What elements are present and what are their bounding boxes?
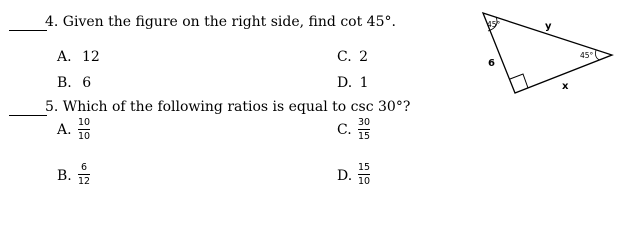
right-angle-arc [596,50,601,60]
q4-option-b-letter: B. [57,75,72,91]
answer-blank-q4[interactable] [9,30,47,31]
fraction-bar [78,129,90,130]
q4-option-d[interactable] [337,75,369,91]
q5-option-b-fraction[interactable] [78,163,90,187]
q5-option-c-fraction[interactable] [358,118,370,142]
q4-option-d-value: 1 [359,75,369,91]
fraction-bar [358,129,370,130]
q5-option-a-numerator: 10 [78,117,91,128]
q5-option-b-letter[interactable]: B. [57,168,72,184]
fraction-bar [78,174,90,175]
q5-option-a-fraction[interactable] [78,118,90,142]
top-angle-arc [488,17,497,31]
answer-blank-q5[interactable] [9,115,47,116]
q5-option-c-numerator: 30 [358,117,371,128]
q5-option-c-denominator: 15 [358,131,371,142]
q4-option-a-value: 12 [82,49,100,65]
bottom-side-label: x [562,81,569,92]
q4-option-a[interactable] [57,49,100,65]
q5-option-c-letter[interactable]: C. [337,122,352,138]
q4-option-c-value: 2 [359,49,369,65]
q5-option-b-denominator: 12 [78,176,91,187]
triangle-outline [483,13,612,93]
hypotenuse-label: y [545,21,552,32]
q4-option-b[interactable] [57,75,91,91]
q5-option-b-numerator: 6 [81,162,88,173]
q4-option-d-letter: D. [337,75,353,91]
q4-option-c-letter: C. [337,49,352,65]
right-angle-label: 45° [580,51,594,60]
q4-option-c[interactable] [337,49,368,65]
q5-option-d-fraction[interactable] [358,163,370,187]
q5-option-d-denominator: 10 [358,176,371,187]
q5-option-a-denominator: 10 [78,131,91,142]
left-side-label: 6 [488,58,495,69]
fraction-bar [358,174,370,175]
q5-option-d-numerator: 15 [358,162,371,173]
right-angle-marker [510,74,528,88]
q5-option-a-letter[interactable]: A. [57,122,72,138]
top-angle-label: 45° [487,20,501,29]
question-4-text: 4. Given the figure on the right side, find cot 45°. [45,14,396,30]
q5-option-d-letter[interactable]: D. [337,168,353,184]
question-5-text: 5. Which of the following ratios is equal to csc 30°? [45,99,411,115]
q4-option-b-value: 6 [82,75,92,91]
q4-option-a-letter: A. [57,49,72,65]
